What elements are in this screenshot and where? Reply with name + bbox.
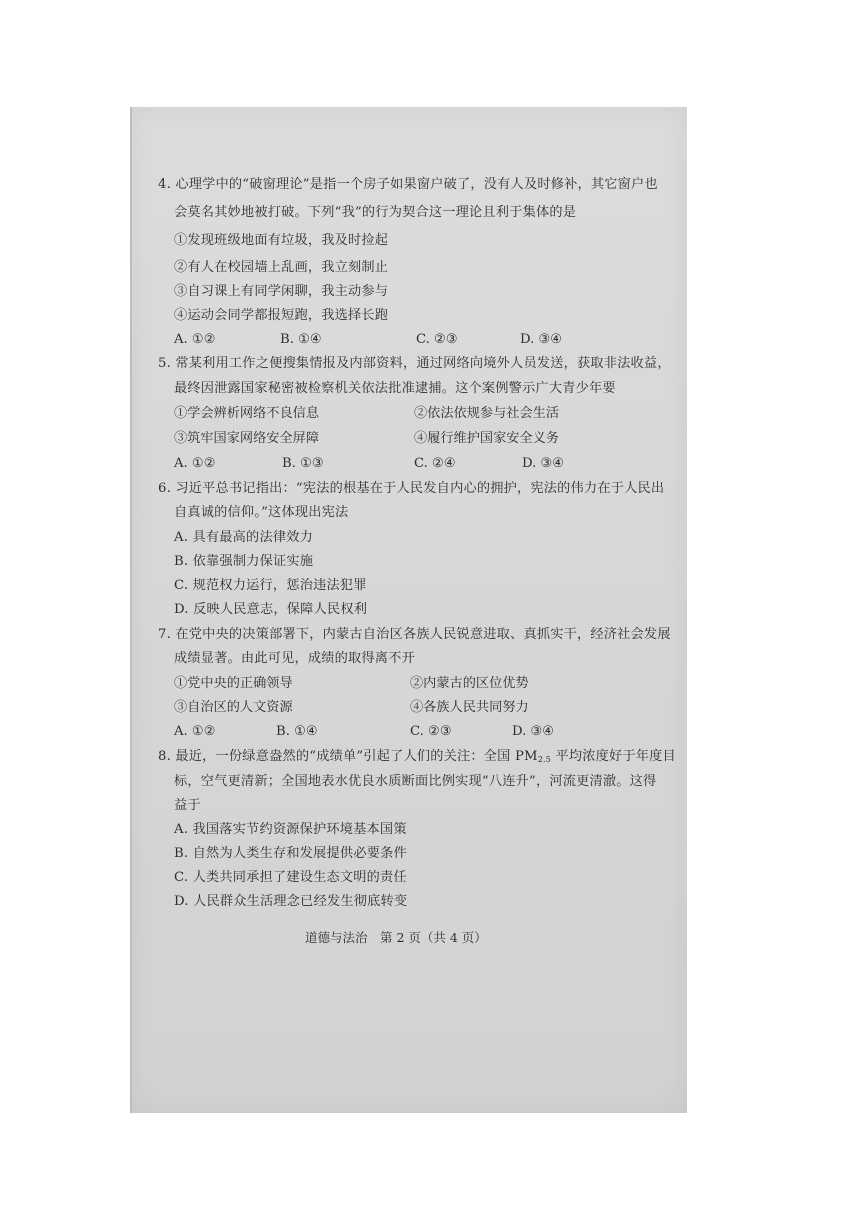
q7-option-a: A. ①②: [174, 724, 216, 739]
q8-option-c: C. 人类共同承担了建设生态文明的责任: [174, 870, 407, 885]
q8-option-a: A. 我国落实节约资源保护环境基本国策: [174, 822, 407, 837]
q5-item-1: ①学会辨析网络不良信息: [174, 406, 320, 421]
q8-stem-line-1-start: 8. 最近，一份绿意盎然的“成绩单”引起了人们的关注：全国 PM: [158, 749, 538, 764]
q7-item-3: ③自治区的人文资源: [174, 700, 293, 715]
q8-stem-line-1: [158, 749, 676, 768]
q6-option-a: A. 具有最高的法律效力: [174, 530, 313, 545]
q4-option-a: A. ①②: [174, 332, 216, 347]
q5-stem-line-1: 5. 常某利用工作之便搜集情报及内部资料，通过网络向境外人员发送，获取非法收益，: [158, 356, 671, 371]
q8-stem-line-3: 益于: [174, 798, 201, 813]
q7-option-b: B. ①④: [276, 724, 318, 739]
q5-item-2: ②依法依规参与社会生活: [414, 406, 560, 421]
q4-item-3: ③自习课上有同学闲聊，我主动参与: [174, 284, 389, 299]
q8-stem-line-1-end: 平均浓度好于年度目: [551, 749, 676, 764]
q8-stem-line-2: 标，空气更清新；全国地表水优良水质断面比例实现“八连升”，河流更清澈。这得: [174, 774, 657, 789]
q6-option-c: C. 规范权力运行，惩治违法犯罪: [174, 578, 367, 593]
q7-option-c: C. ②③: [410, 724, 452, 739]
q5-option-a: A. ①②: [174, 456, 216, 471]
q6-option-d: D. 反映人民意志，保障人民权利: [174, 602, 368, 617]
page-margin-line: [130, 107, 132, 1113]
q7-stem-line-2: 成绩显著。由此可见，成绩的取得离不开: [174, 651, 415, 666]
q4-option-b: B. ①④: [280, 332, 322, 347]
q7-stem-line-1: 7. 在党中央的决策部署下，内蒙古自治区各族人民锐意进取、真抓实干，经济社会发展: [158, 627, 671, 642]
q5-option-c: C. ②④: [414, 456, 456, 471]
q6-option-b: B. 依靠强制力保证实施: [174, 554, 314, 569]
page-footer: 道德与法治 第 2 页（共 4 页）: [305, 930, 487, 945]
q8-option-d: D. 人民群众生活理念已经发生彻底转变: [174, 894, 408, 909]
q8-option-b: B. 自然为人类生存和发展提供必要条件: [174, 846, 407, 861]
q5-item-4: ④履行维护国家安全义务: [414, 431, 560, 446]
q5-option-d: D. ③④: [522, 456, 565, 471]
q4-item-1: ①发现班级地面有垃圾，我及时捡起: [174, 233, 389, 248]
q4-stem-line-1: 4. 心理学中的“破窗理论”是指一个房子如果窗户破了，没有人及时修补，其它窗户也: [158, 177, 658, 192]
q6-stem-line-2: 自真诚的信仰。”这体现出宪法: [174, 505, 349, 520]
q7-item-2: ②内蒙古的区位优势: [410, 676, 529, 691]
q4-item-2: ②有人在校园墙上乱画，我立刻制止: [174, 260, 389, 275]
q7-option-d: D. ③④: [512, 724, 555, 739]
q7-item-4: ④各族人民共同努力: [410, 700, 529, 715]
q5-item-3: ③筑牢国家网络安全屏障: [174, 431, 320, 446]
q6-stem-line-1: 6. 习近平总书记指出：“宪法的根基在于人民发自内心的拥护，宪法的伟力在于人民出: [158, 481, 665, 496]
q5-option-b: B. ①③: [282, 456, 324, 471]
q4-stem-line-2: 会莫名其妙地被打破。下列“我”的行为契合这一理论且利于集体的是: [174, 205, 577, 220]
q4-item-4: ④运动会同学都报短跑，我选择长跑: [174, 308, 389, 323]
pm-subscript: 2.5: [537, 755, 552, 764]
q5-stem-line-2: 最终因泄露国家秘密被检察机关依法批准逮捕。这个案例警示广大青少年要: [174, 381, 616, 396]
q4-option-d: D. ③④: [520, 332, 563, 347]
q4-option-c: C. ②③: [416, 332, 458, 347]
q7-item-1: ①党中央的正确领导: [174, 676, 293, 691]
